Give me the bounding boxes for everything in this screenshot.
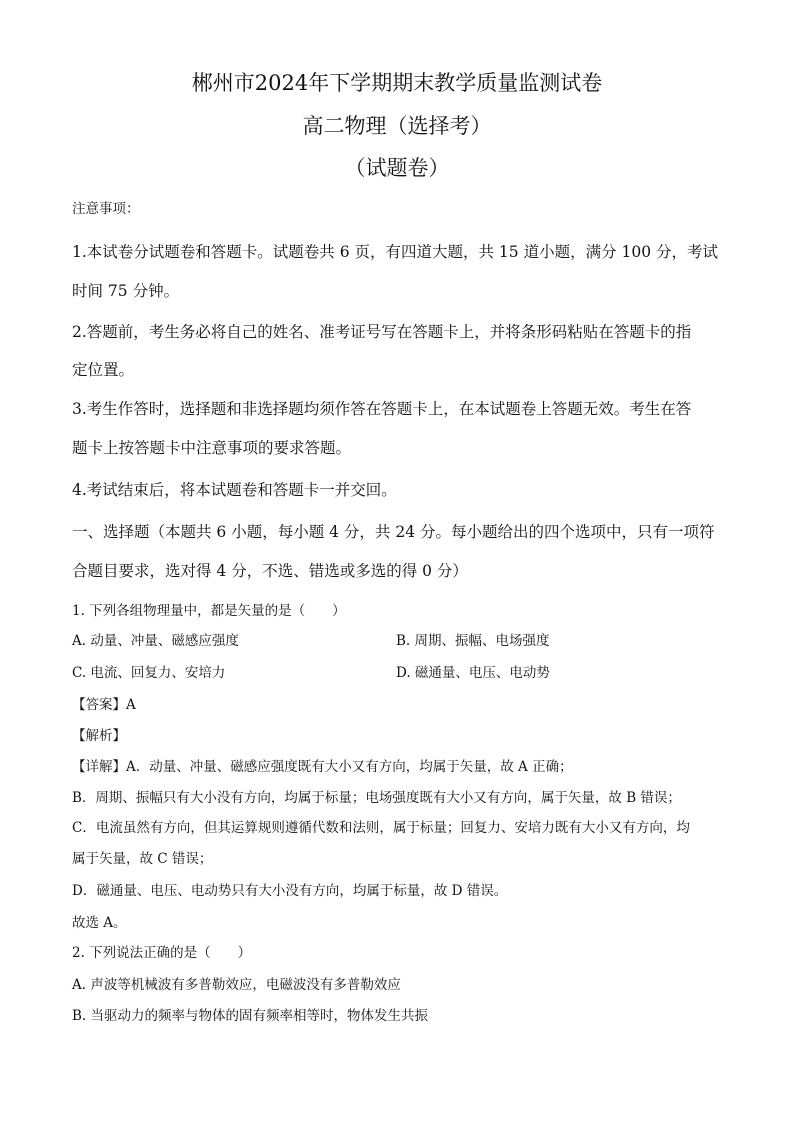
notice-line: 4.考试结束后，将本试题卷和答题卡一并交回。 <box>72 481 397 499</box>
q1-explanation-line: C．电流虽然有方向，但其运算规则遵循代数和法则，属于标量；回复力、安培力既有大小又有方向，均 <box>72 820 690 836</box>
notice-line: 题卡上按答题卡中注意事项的要求答题。 <box>72 439 352 457</box>
q1-explanation-line: B．周期、振幅只有大小没有方向，均属于标量；电场强度既有大小又有方向，属于矢量，故 B 错误； <box>72 790 681 806</box>
q2-stem: 2. 下列说法正确的是（ ） <box>72 945 252 961</box>
notice-line: 时间 75 分钟。 <box>72 282 180 300</box>
q1-option-b: B. 周期、振幅、电场强度 <box>396 633 550 649</box>
exam-subtitle: 高二物理（选择考） <box>302 114 492 138</box>
notice-heading: 注意事项： <box>72 201 140 217</box>
notice-line: 定位置。 <box>72 361 135 379</box>
q1-conclusion: 故选 A。 <box>72 915 127 931</box>
q1-explanation-line: 【详解】A．动量、冲量、磁感应强度既有大小又有方向，均属于矢量，故 A 正确； <box>72 759 573 775</box>
q1-explanation-line: 属于矢量，故 C 错误； <box>72 851 213 867</box>
section-heading: 一、选择题（本题共 6 小题，每小题 4 分，共 24 分。每小题给出的四个选项中，只有一项符 <box>72 523 715 541</box>
q1-option-a: A. 动量、冲量、磁感应强度 <box>72 633 239 649</box>
notice-line: 3.考生作答时，选择题和非选择题均须作答在答题卡上，在本试题卷上答题无效。考生在答 <box>72 400 692 418</box>
section-heading-cont: 合题目要求，选对得 4 分，不选、错选或多选的得 0 分） <box>72 562 468 580</box>
q1-option-d: D. 磁通量、电压、电动势 <box>396 665 550 681</box>
q1-stem: 1. 下列各组物理量中，都是矢量的是（ ） <box>72 603 346 619</box>
q1-analysis-label: 【解析】 <box>72 728 126 744</box>
q1-explanation-line: D．磁通量、电压、电动势只有大小没有方向，均属于标量，故 D 错误。 <box>72 883 508 899</box>
notice-line: 2.答题前，考生务必将自己的姓名、准考证号写在答题卡上，并将条形码粘贴在答题卡的指 <box>72 323 692 341</box>
paper-type: （试题卷） <box>344 156 450 180</box>
q1-answer: 【答案】A <box>72 697 136 713</box>
q1-option-c: C. 电流、回复力、安培力 <box>72 665 226 681</box>
q2-option-a: A. 声波等机械波有多普勒效应，电磁波没有多普勒效应 <box>72 977 401 993</box>
notice-line: 1.本试卷分试题卷和答题卡。试题卷共 6 页，有四道大题，共 15 道小题，满分 100 分，考试 <box>72 243 719 261</box>
q2-option-b: B. 当驱动力的频率与物体的固有频率相等时，物体发生共振 <box>72 1008 429 1024</box>
exam-title: 郴州市2024年下学期期末教学质量监测试卷 <box>191 71 603 95</box>
